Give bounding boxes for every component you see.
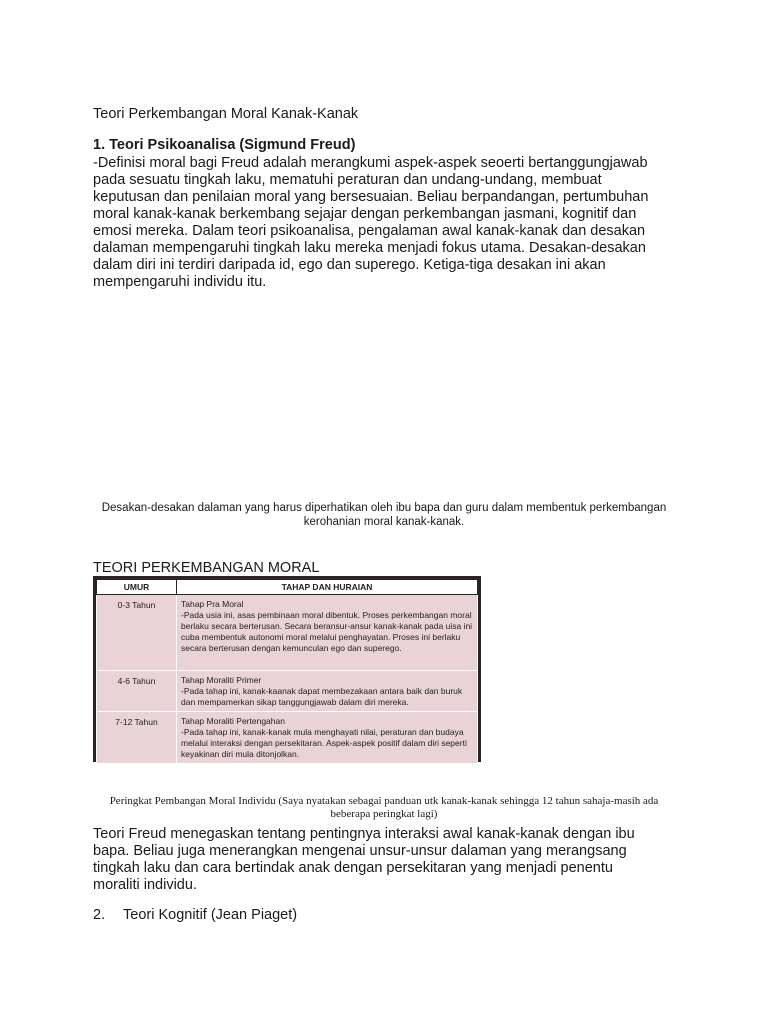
stage-description: -Pada usia ini, asas pembinaan moral dibentuk. Proses perkembangan moral berlaku secara berterusan. Secara beransur-ansur kanak-kanak pada uisa ini cuba membentuk autonomi moral melalui penghayatan. Proses ini berlaku secara berterusan dengan kemunculan ego dan superego. bbox=[181, 610, 473, 653]
section-1-heading: 1. Teori Psikoanalisa (Sigmund Freud) bbox=[93, 137, 356, 153]
section-2-number: 2. bbox=[93, 907, 106, 923]
section-2-title: Teori Kognitif (Jean Piaget) bbox=[123, 907, 298, 923]
stage-title: Tahap Moraliti Pertengahan bbox=[181, 716, 285, 726]
section-1-paragraph-2: Teori Freud menegaskan tentang pentingnya interaksi awal kanak-kanak dengan ibu bapa. Beliau juga menerangkan mengenai unsur-unsur dalaman yang merangsang tingkah laku dan cara bertindak anak dengan persekitaran yang menjadi penentu moraliti individu. bbox=[93, 826, 635, 893]
section-2-heading bbox=[93, 907, 297, 923]
row-age: 7-12 Tahun bbox=[97, 712, 177, 764]
row-age: 0-3 Tahun bbox=[97, 595, 177, 671]
table-row bbox=[97, 595, 478, 671]
document-title: Teori Perkembangan Moral Kanak-Kanak bbox=[93, 106, 359, 122]
section-1-paragraph: -Definisi moral bagi Freud adalah merangkumi aspek-aspek seoerti bertanggungjawab pada sesuatu tingkah laku, mematuhi peraturan dan undang-undang, membuat keputusan dan penilaian moral yang bersesuaian. Beliau berpandangan, pertumbuhan moral kanak-kanak berkembang sejajar dengan perkembangan jasmani, kognitif dan emosi mereka. Dalam teori psikoanalisa, pengalaman awal kanak-kanak dan desakan dalaman mempengaruhi tingkah laku mereka menjadi fokus utama. Desakan-desakan dalam diri ini terdiri daripada id, ego dan superego. Ketiga-tiga desakan ini akan mempengaruhi individu itu. bbox=[93, 155, 649, 290]
row-stage-cell bbox=[177, 595, 478, 671]
table-header-row bbox=[97, 580, 478, 595]
row-age: 4-6 Tahun bbox=[97, 671, 177, 712]
stage-description: -Pada tahap ini, kanak-kanak mula menghayati nilai, peraturan dan budaya melalui interaksi dengan persekitaran. Aspek-aspek positif dalam diri seperti keyakinan diri mula ditonjolkan. bbox=[181, 727, 467, 759]
table-title: TEORI PERKEMBANGAN MORAL bbox=[93, 560, 320, 576]
header-stage: TAHAP DAN HURAIAN bbox=[177, 580, 478, 595]
stage-description: -Pada tahap ini, kanak-kaanak dapat membezakaan antara baik dan buruk dan mempamerkan sikap tanggungjawab dalam diri mereka. bbox=[181, 686, 463, 707]
table-row bbox=[97, 671, 478, 712]
header-age: UMUR bbox=[97, 580, 177, 595]
row-stage-cell bbox=[177, 671, 478, 712]
row-stage-cell bbox=[177, 712, 478, 764]
table-caption: Peringkat Pembangan Moral Individu (Saya nyatakan sebagai panduan utk kanak-kanak sehingga 12 tahun sahaja-masih ada beberapa peringkat lagi) bbox=[109, 795, 659, 820]
stage-title: Tahap Pra Moral bbox=[181, 599, 244, 609]
stage-title: Tahap Moraliti Primer bbox=[181, 675, 262, 685]
figure-caption: Desakan-desakan dalaman yang harus diperhatikan oleh ibu bapa dan guru dalam membentuk perkembangan kerohanian moral kanak-kanak. bbox=[101, 502, 667, 528]
table-row bbox=[97, 712, 478, 764]
moral-development-table bbox=[93, 576, 481, 762]
